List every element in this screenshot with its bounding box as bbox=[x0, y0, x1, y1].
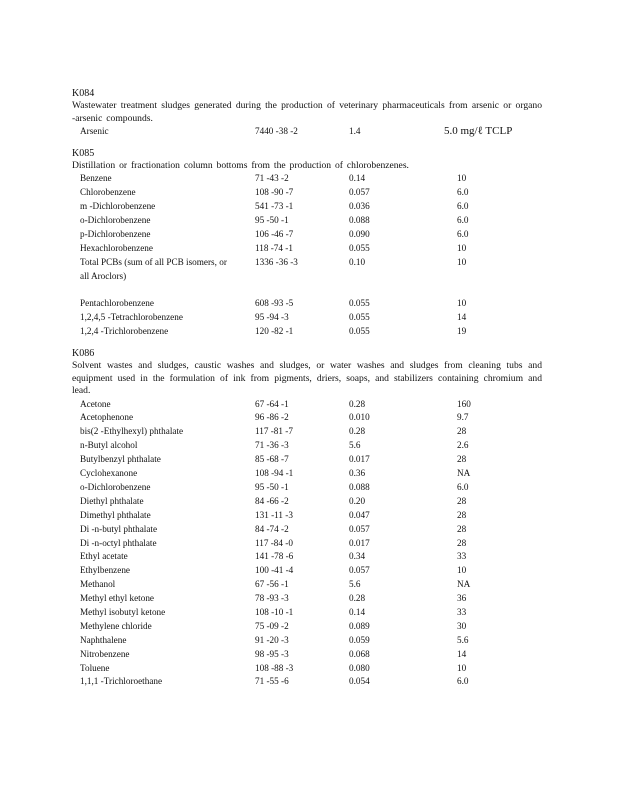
wastewater-concentration: 0.28 bbox=[349, 593, 366, 604]
wastewater-concentration: 0.088 bbox=[349, 215, 370, 226]
constituent-name: Nitrobenzene bbox=[80, 648, 130, 659]
constituent-name: Methanol bbox=[80, 579, 116, 590]
waste-code: K084 bbox=[72, 88, 95, 99]
wastewater-concentration: 0.080 bbox=[349, 662, 370, 673]
nonwastewater-standard: 10 bbox=[457, 173, 467, 184]
constituent-name: m -Dichlorobenzene bbox=[80, 201, 156, 212]
constituent-name: Di -n-octyl phthalate bbox=[80, 537, 157, 548]
nonwastewater-standard: 14 bbox=[457, 312, 467, 323]
table-row bbox=[72, 648, 542, 662]
table-row bbox=[72, 186, 542, 200]
wastewater-concentration: 0.057 bbox=[349, 565, 370, 576]
nonwastewater-standard: 160 bbox=[457, 398, 471, 409]
cas-number: 95 -94 -3 bbox=[255, 312, 289, 323]
constituent-name: p-Dichlorobenzene bbox=[80, 228, 151, 239]
constituent-name: o-Dichlorobenzene bbox=[80, 481, 151, 492]
constituent-name: Acetophenone bbox=[80, 412, 134, 423]
wastewater-concentration: 0.057 bbox=[349, 187, 370, 198]
wastewater-concentration: 5.6 bbox=[349, 579, 361, 590]
wastewater-concentration: 0.34 bbox=[349, 551, 366, 562]
constituent-name: Ethylbenzene bbox=[80, 565, 130, 576]
cas-number: 120 -82 -1 bbox=[255, 326, 294, 337]
cas-number: 100 -41 -4 bbox=[255, 565, 294, 576]
table-row bbox=[72, 228, 542, 242]
nonwastewater-standard: 30 bbox=[457, 620, 467, 631]
wastewater-concentration: 0.090 bbox=[349, 228, 370, 239]
constituent-name: o-Dichlorobenzene bbox=[80, 215, 151, 226]
table-row bbox=[72, 411, 542, 425]
cas-number: 67 -64 -1 bbox=[255, 398, 289, 409]
constituent-name: Methyl ethyl ketone bbox=[80, 593, 154, 604]
cas-number: 117 -81 -7 bbox=[255, 426, 293, 437]
constituent-name: Total PCBs (sum of all PCB isomers, or all Aroclors) bbox=[80, 256, 227, 281]
table-row bbox=[72, 495, 542, 509]
table-row bbox=[72, 200, 542, 214]
wastewater-concentration: 0.057 bbox=[349, 523, 370, 534]
cas-number: 95 -50 -1 bbox=[255, 215, 289, 226]
table-row bbox=[72, 214, 542, 228]
waste-section-k086 bbox=[72, 348, 542, 689]
wastewater-concentration: 0.055 bbox=[349, 242, 370, 253]
cas-number: 75 -09 -2 bbox=[255, 620, 289, 631]
cas-number: 1336 -36 -3 bbox=[255, 256, 298, 267]
nonwastewater-standard: 6.0 bbox=[457, 201, 469, 212]
nonwastewater-standard: 10 bbox=[457, 565, 467, 576]
cas-number: 71 -55 -6 bbox=[255, 676, 289, 687]
wastewater-concentration: 0.36 bbox=[349, 468, 366, 479]
table-row bbox=[72, 509, 542, 523]
constituent-name: Naphthalene bbox=[80, 634, 127, 645]
wastewater-concentration: 0.10 bbox=[349, 256, 366, 267]
table-row bbox=[72, 425, 542, 439]
waste-section-k084 bbox=[72, 88, 542, 139]
nonwastewater-standard: NA bbox=[457, 468, 471, 479]
table-row bbox=[72, 481, 542, 495]
cas-number: 78 -93 -3 bbox=[255, 593, 289, 604]
table-row bbox=[72, 634, 542, 648]
table-row bbox=[72, 550, 542, 564]
wastewater-concentration: 0.089 bbox=[349, 620, 370, 631]
nonwastewater-standard: NA bbox=[457, 579, 471, 590]
table-row bbox=[72, 467, 542, 481]
nonwastewater-standard: 14 bbox=[457, 648, 467, 659]
wastewater-concentration: 0.20 bbox=[349, 495, 366, 506]
nonwastewater-standard: 10 bbox=[457, 662, 467, 673]
table-row bbox=[72, 172, 542, 186]
constituent-name: Benzene bbox=[80, 173, 112, 184]
cas-number: 118 -74 -1 bbox=[255, 242, 293, 253]
wastewater-concentration: 5.6 bbox=[349, 440, 361, 451]
cas-number: 106 -46 -7 bbox=[255, 228, 294, 239]
table-row bbox=[72, 523, 542, 537]
cas-number: 98 -95 -3 bbox=[255, 648, 289, 659]
nonwastewater-standard: 36 bbox=[457, 593, 467, 604]
constituent-name: bis(2 -Ethylhexyl) phthalate bbox=[80, 426, 184, 437]
table-row bbox=[72, 620, 542, 634]
nonwastewater-standard: 28 bbox=[457, 495, 467, 506]
constituent-name: Toluene bbox=[80, 662, 110, 673]
waste-section-k085 bbox=[72, 148, 542, 339]
constituent-name: Diethyl phthalate bbox=[80, 495, 144, 506]
cas-number: 84 -74 -2 bbox=[255, 523, 289, 534]
waste-description: Wastewater treatment sludges generated during the production of veterinary pharmaceuticals from arsenic or organo -arsenic compounds. bbox=[72, 100, 542, 124]
nonwastewater-standard: 28 bbox=[457, 509, 467, 520]
table-row bbox=[72, 398, 542, 412]
nonwastewater-standard: 28 bbox=[457, 537, 467, 548]
cas-number: 67 -56 -1 bbox=[255, 579, 289, 590]
constituent-name: Dimethyl phthalate bbox=[80, 509, 151, 520]
nonwastewater-standard: 5.0 mg/ℓ TCLP bbox=[444, 125, 513, 137]
constituent-name: Ethyl acetate bbox=[80, 551, 128, 562]
constituent-name: Methylene chloride bbox=[80, 620, 152, 631]
cas-number: 84 -66 -2 bbox=[255, 495, 289, 506]
nonwastewater-standard: 9.7 bbox=[457, 412, 469, 423]
cas-number: 108 -94 -1 bbox=[255, 468, 294, 479]
cas-number: 91 -20 -3 bbox=[255, 634, 289, 645]
wastewater-concentration: 0.055 bbox=[349, 312, 370, 323]
constituent-name: Hexachlorobenzene bbox=[80, 242, 153, 253]
table-row bbox=[72, 564, 542, 578]
nonwastewater-standard: 10 bbox=[457, 242, 467, 253]
table-row bbox=[72, 325, 542, 339]
wastewater-concentration: 0.28 bbox=[349, 398, 366, 409]
cas-number: 71 -36 -3 bbox=[255, 440, 289, 451]
nonwastewater-standard: 2.6 bbox=[457, 440, 469, 451]
waste-description: Distillation or fractionation column bottoms from the production of chlorobenzenes. bbox=[72, 159, 409, 171]
table-row bbox=[72, 453, 542, 467]
nonwastewater-standard: 6.0 bbox=[457, 187, 469, 198]
nonwastewater-standard: 6.0 bbox=[457, 481, 469, 492]
wastewater-concentration: 0.047 bbox=[349, 509, 370, 520]
wastewater-concentration: 0.010 bbox=[349, 412, 370, 423]
table-row bbox=[72, 242, 542, 256]
nonwastewater-standard: 10 bbox=[457, 298, 467, 309]
constituent-name: Chlorobenzene bbox=[80, 187, 136, 198]
constituent-name: 1,2,4,5 -Tetrachlorobenzene bbox=[80, 312, 183, 323]
constituent-name: 1,2,4 -Trichlorobenzene bbox=[80, 326, 169, 337]
cas-number: 96 -86 -2 bbox=[255, 412, 289, 423]
wastewater-concentration: 0.054 bbox=[349, 676, 370, 687]
nonwastewater-standard: 28 bbox=[457, 426, 467, 437]
wastewater-concentration: 0.28 bbox=[349, 426, 366, 437]
constituent-name: Cyclohexanone bbox=[80, 468, 138, 479]
table-row bbox=[72, 675, 542, 689]
nonwastewater-standard: 10 bbox=[457, 256, 467, 267]
constituent-name: Acetone bbox=[80, 398, 111, 409]
nonwastewater-standard: 28 bbox=[457, 523, 467, 534]
wastewater-concentration: 1.4 bbox=[349, 126, 361, 136]
constituent-name: Butylbenzyl phthalate bbox=[80, 454, 161, 465]
table-row bbox=[72, 537, 542, 551]
wastewater-concentration: 0.017 bbox=[349, 537, 370, 548]
constituent-name: Methyl isobutyl ketone bbox=[80, 606, 166, 617]
wastewater-concentration: 0.088 bbox=[349, 481, 370, 492]
waste-code: K085 bbox=[72, 147, 95, 159]
wastewater-concentration: 0.059 bbox=[349, 634, 370, 645]
table-row bbox=[72, 662, 542, 676]
cas-number: 608 -93 -5 bbox=[255, 298, 294, 309]
wastewater-concentration: 0.036 bbox=[349, 201, 370, 212]
waste-code: K086 bbox=[72, 348, 95, 360]
table-row bbox=[72, 439, 542, 453]
nonwastewater-standard: 6.0 bbox=[457, 676, 469, 687]
wastewater-concentration: 0.14 bbox=[349, 173, 366, 184]
cas-number: 131 -11 -3 bbox=[255, 509, 293, 520]
constituent-name: n-Butyl alcohol bbox=[80, 440, 138, 451]
wastewater-concentration: 0.14 bbox=[349, 606, 366, 617]
table-row bbox=[72, 578, 542, 592]
table-row bbox=[72, 592, 542, 606]
wastewater-concentration: 0.055 bbox=[349, 326, 370, 337]
constituent-name: Di -n-butyl phthalate bbox=[80, 523, 158, 534]
nonwastewater-standard: 19 bbox=[457, 326, 467, 337]
nonwastewater-standard: 5.6 bbox=[457, 634, 469, 645]
cas-number: 108 -88 -3 bbox=[255, 662, 294, 673]
table-row bbox=[72, 606, 542, 620]
nonwastewater-standard: 28 bbox=[457, 454, 467, 465]
cas-number: 95 -50 -1 bbox=[255, 481, 289, 492]
nonwastewater-standard: 6.0 bbox=[457, 215, 469, 226]
nonwastewater-standard: 33 bbox=[457, 551, 467, 562]
wastewater-concentration: 0.017 bbox=[349, 454, 370, 465]
table-row bbox=[72, 297, 542, 311]
cas-number: 7440 -38 -2 bbox=[255, 126, 298, 136]
cas-number: 117 -84 -0 bbox=[255, 537, 293, 548]
cas-number: 141 -78 -6 bbox=[255, 551, 294, 562]
cas-number: 108 -10 -1 bbox=[255, 606, 294, 617]
table-row bbox=[72, 125, 542, 139]
table-row bbox=[72, 311, 542, 325]
cas-number: 71 -43 -2 bbox=[255, 173, 289, 184]
constituent-name: 1,1,1 -Trichloroethane bbox=[80, 676, 163, 687]
waste-description: Solvent wastes and sludges, caustic washes and sludges, or water washes and sludges from cleaning tubs and equipment used in the formulation of ink from pigments, driers, soaps, and stabilizers containing chromium and lead. bbox=[72, 360, 542, 397]
constituent-name: Pentachlorobenzene bbox=[80, 298, 154, 309]
constituent-name: Arsenic bbox=[80, 126, 109, 136]
cas-number: 541 -73 -1 bbox=[255, 201, 294, 212]
nonwastewater-standard: 6.0 bbox=[457, 228, 469, 239]
wastewater-concentration: 0.055 bbox=[349, 298, 370, 309]
cas-number: 108 -90 -7 bbox=[255, 187, 294, 198]
cas-number: 85 -68 -7 bbox=[255, 454, 289, 465]
document-page bbox=[72, 88, 542, 698]
wastewater-concentration: 0.068 bbox=[349, 648, 370, 659]
nonwastewater-standard: 33 bbox=[457, 606, 467, 617]
table-row bbox=[72, 256, 542, 298]
